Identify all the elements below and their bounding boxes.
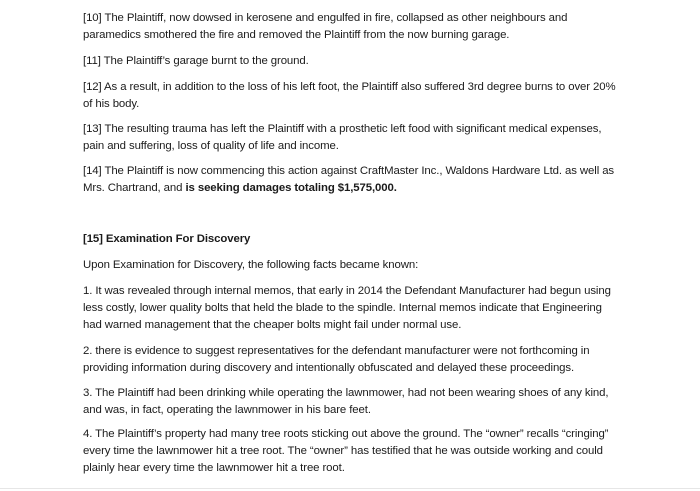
section-intro: Upon Examination for Discovery, the following facts became known: xyxy=(83,259,419,271)
paragraph-11: [11] The Plaintiff’s garage burnt to the ground. xyxy=(83,55,309,67)
paragraph-14-text: [14] The Plaintiff is now commencing this action against CraftMaster Inc., Waldons Hardware Ltd. as well as Mrs. Chartrand, and xyxy=(83,165,615,195)
paragraph-14 xyxy=(83,163,623,197)
fact-1: 1. It was revealed through internal memos, that early in 2014 the Defendant Manufacturer had begun using less costly, lower quality bolts that held the blade to the spindle. Internal memos indicate that Engineering had warned management that the cheaper bolts might fail under normal use. xyxy=(83,285,611,332)
page-bottom-divider xyxy=(0,488,700,489)
fact-4: 4. The Plaintiff’s property had many tree roots sticking out above the ground. The “owner” recalls “cringing” every time the lawnmower hit a tree root. The “owner” has testified that he was outside working and could plainly hear every time the lawnmower hit a tree root. xyxy=(83,428,609,475)
damages-claim: is seeking damages totaling $1,575,000. xyxy=(185,182,397,195)
paragraph-12: [12] As a result, in addition to the loss of his left foot, the Plaintiff also suffered 3rd degree burns to over 20% of his body. xyxy=(83,81,616,111)
section-heading: [15] Examination For Discovery xyxy=(83,233,251,245)
fact-3: 3. The Plaintiff had been drinking while operating the lawnmower, had not been wearing shoes of any kind, and was, in fact, operating the lawnmower in his bare feet. xyxy=(83,387,609,417)
paragraph-10: [10] The Plaintiff, now dowsed in kerosene and engulfed in fire, collapsed as other neighbours and paramedics smothered the fire and removed the Plaintiff from the now burning garage. xyxy=(83,12,568,42)
fact-2: 2. there is evidence to suggest representatives for the defendant manufacturer were not forthcoming in providing information during discovery and intentionally obfuscated and delayed these proceedings. xyxy=(83,345,590,375)
paragraph-13: [13] The resulting trauma has left the Plaintiff with a prosthetic left food with significant medical expenses, pain and suffering, loss of quality of life and income. xyxy=(83,123,602,153)
